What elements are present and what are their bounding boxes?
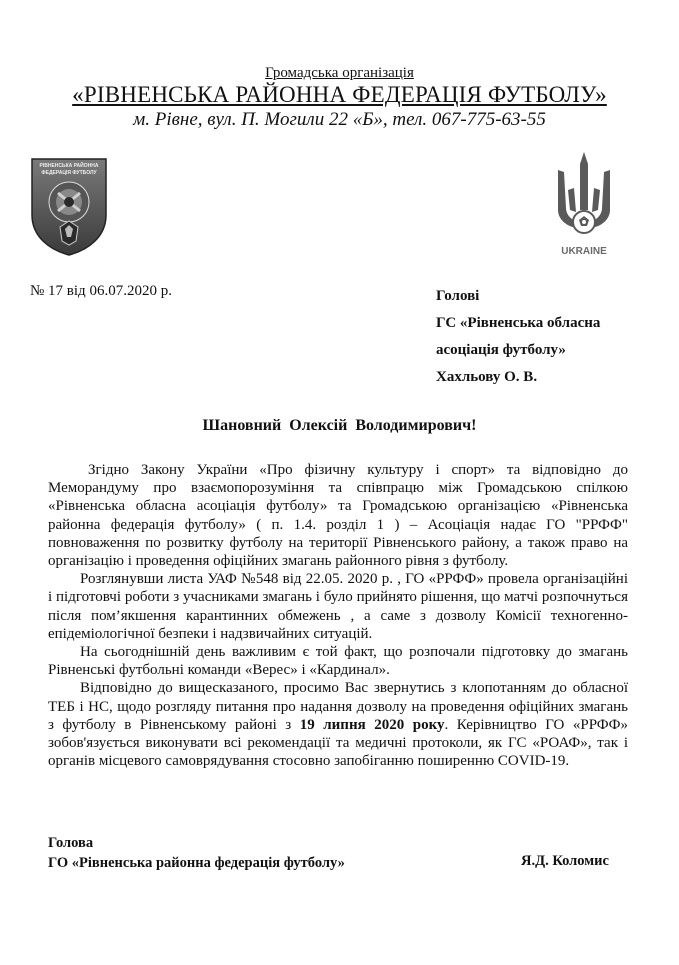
salutation: Шановний Олексій Володимирович! <box>202 417 477 434</box>
signature-block <box>48 833 345 873</box>
body-paragraph-3: На сьогоднішній день важливим є той факт, що розпочали підготовку до змагань Рівненські футбольні команди «Верес» і «Кардинал». <box>48 644 628 679</box>
body-paragraph-1: Згідно Закону України «Про фізичну культуру і спорт» та відповідно до Меморандуму про взаємопорозуміння та співпрацю між Громадською спілкою «Рівненська обласна асоціація футболу» та Громадською організацією «Рівненська районна федерація футболу» ( п. 1.4. розділ 1 ) – Асоціація надає ГО "РРФФ" повноваження по розвитку футболу на території Рівненського району, а також право на організацію і проведення офіційних змагань районного рівня з футболу. <box>48 462 628 570</box>
letter-reference-number: № 17 від 06.07.2020 р. <box>30 283 172 299</box>
signature-org: ГО «Рівненська районна федерація футболу» <box>48 855 345 871</box>
body-paragraph-4-end: . Керівництво ГО «РРФФ» зобов'язується виконувати всі рекомендації та медичні протоколи, як ГС «РОАФ», так і органів місцевого самоврядування стосовно запобіганню поширенню COVID-19. <box>48 716 629 770</box>
signer-name: Я.Д. Коломис <box>521 853 609 869</box>
letter-body <box>48 461 628 770</box>
letterhead <box>0 64 679 132</box>
recipient-line-1: Голові <box>436 288 480 304</box>
requested-date: 19 липня 2020 року <box>299 716 445 733</box>
svg-text:РІВНЕНСЬКА РАЙОННА: РІВНЕНСЬКА РАЙОННА <box>39 163 99 169</box>
recipient-line-4: Хахльову О. В. <box>436 369 538 385</box>
body-paragraph-4 <box>48 679 628 770</box>
body-paragraph-4-start: Відповідно до вищесказаного, просимо Вас звернутись з клопотанням до обласної ТЕБ і НС, щодо розгляду питання про надання дозволу на проведення офіційних змагань з футболу в Рівненському районі з <box>48 680 628 733</box>
recipient-block <box>436 283 600 391</box>
recipient-line-2: ГС «Рівненська обласна <box>436 315 601 331</box>
recipient-line-3: асоціація футболу» <box>436 342 566 358</box>
ukraine-wordmark: UKRAINE <box>561 246 607 257</box>
signature-title: Голова <box>48 835 94 851</box>
svg-text:ФЕДЕРАЦІЯ ФУТБОЛУ: ФЕДЕРАЦІЯ ФУТБОЛУ <box>41 170 97 176</box>
org-name: «РІВНЕНСЬКА РАЙОННА ФЕДЕРАЦІЯ ФУТБОЛУ» <box>72 82 607 107</box>
federation-emblem-logo <box>30 157 108 257</box>
org-type: Громадська організація <box>265 65 414 81</box>
ukraine-trident-logo <box>548 150 620 260</box>
org-address: м. Рівне, вул. П. Могили 22 «Б», тел. 067-775-63-55 <box>133 109 546 130</box>
body-paragraph-2: Розглянувши листа УАФ №548 від 22.05. 2020 р. , ГО «РРФФ» провела організаційні і підготовчі роботи з учасниками змагань і було прийнято рішення, що матчі розпочнуться після пом’якшення карантинних обмежень , а саме з дозволу Комісії техногенно-епідеміологічної безпеки і надзвичайних ситуацій. <box>48 571 628 642</box>
